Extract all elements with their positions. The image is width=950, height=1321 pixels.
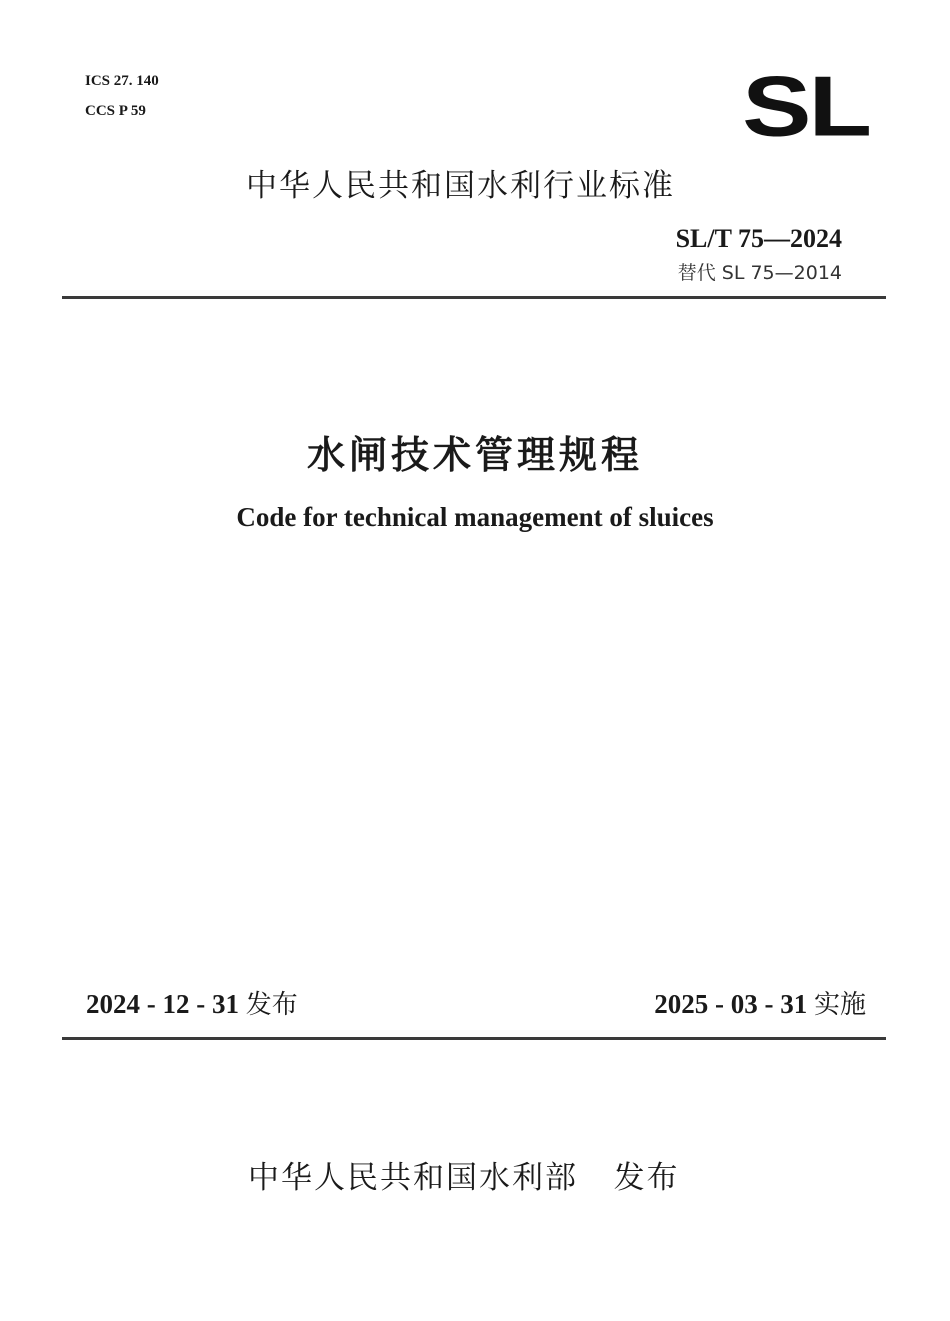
industry-standard-heading: 中华人民共和国水利行业标准 <box>246 168 675 204</box>
publisher-action: 发布 <box>613 1160 680 1196</box>
ics-code: ICS 27. 140 <box>85 73 159 89</box>
issue-label: 发布 <box>245 990 298 1020</box>
ccs-code: CCS P 59 <box>85 103 146 119</box>
replaces-standard: 替代 SL 75—2014 <box>677 262 842 284</box>
bottom-divider <box>62 1037 886 1040</box>
standard-code: SL/T 75—2024 <box>675 224 842 253</box>
classification-codes <box>85 66 159 126</box>
sl-logo: SL <box>742 59 869 155</box>
issue-date: 2024 - 12 - 31 <box>86 989 239 1019</box>
implement-date-line <box>654 984 866 1021</box>
implement-label: 实施 <box>813 990 866 1020</box>
issue-date-line <box>86 984 298 1021</box>
publisher-name: 中华人民共和国水利部 <box>248 1160 578 1196</box>
title-chinese: 水闸技术管理规程 <box>306 433 643 477</box>
title-english: Code for technical management of sluices <box>236 502 714 532</box>
publisher-line <box>248 1152 680 1197</box>
top-divider <box>62 296 886 299</box>
implement-date: 2025 - 03 - 31 <box>654 989 808 1019</box>
